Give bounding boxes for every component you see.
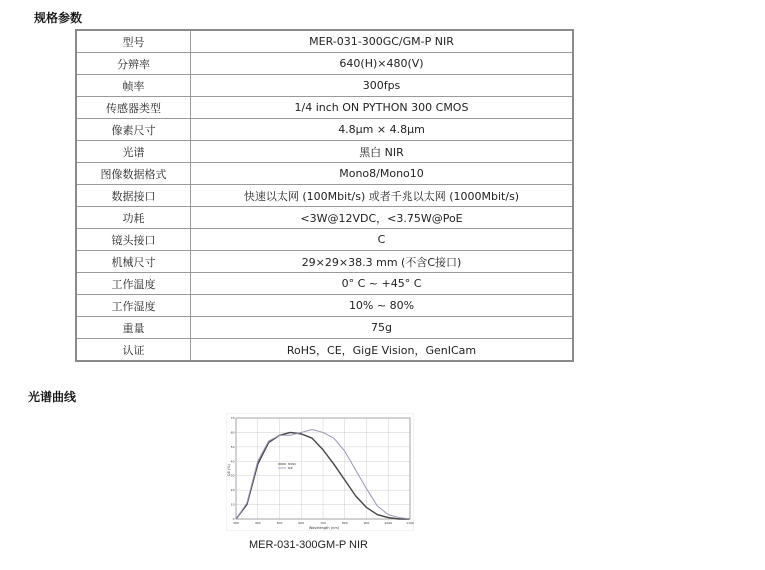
- y-tick-label: 50: [230, 444, 235, 449]
- y-tick-label: 20: [230, 488, 235, 493]
- spec-label: 光谱: [76, 141, 191, 163]
- spec-label: 工作温度: [76, 273, 191, 295]
- spec-row: [76, 273, 573, 295]
- y-tick-label: 0: [232, 517, 235, 521]
- x-tick-label: 500: [276, 521, 283, 525]
- spec-row: [76, 339, 573, 362]
- spec-value: Mono8/Mono10: [191, 163, 574, 185]
- legend-label: MONO: [288, 463, 297, 466]
- spec-value: 4.8μm × 4.8μm: [191, 119, 574, 141]
- spec-label: 像素尺寸: [76, 119, 191, 141]
- spec-label: 功耗: [76, 207, 191, 229]
- spec-row: [76, 251, 573, 273]
- spec-value: 29×29×38.3 mm (不含C接口): [191, 251, 574, 273]
- spectral-curve-chart: [226, 413, 414, 531]
- y-tick-label: 60: [230, 430, 235, 435]
- spec-row: [76, 30, 573, 53]
- spec-row: [76, 295, 573, 317]
- spec-label: 机械尺寸: [76, 251, 191, 273]
- specs-title: 规格参数: [34, 11, 83, 25]
- spec-value: 10% ~ 80%: [191, 295, 574, 317]
- x-tick-label: 1000: [384, 521, 393, 525]
- spec-value: 黑白 NIR: [191, 141, 574, 163]
- spec-label: 工作湿度: [76, 295, 191, 317]
- spec-label: 传感器类型: [76, 97, 191, 119]
- spec-value: 快速以太网 (100Mbit/s) 或者千兆以太网 (1000Mbit/s): [191, 185, 574, 207]
- spec-label: 分辨率: [76, 53, 191, 75]
- spec-value: 1/4 inch ON PYTHON 300 CMOS: [191, 97, 574, 119]
- x-tick-label: 900: [363, 521, 370, 525]
- spec-value: 300fps: [191, 75, 574, 97]
- spec-row: [76, 163, 573, 185]
- x-tick-label: 1100: [406, 521, 414, 525]
- spec-value: <3W@12VDC，<3.75W@PoE: [191, 207, 574, 229]
- x-tick-label: 400: [254, 521, 261, 525]
- spec-row: [76, 317, 573, 339]
- spec-value: MER-031-300GC/GM-P NIR: [191, 30, 574, 53]
- spec-label: 帧率: [76, 75, 191, 97]
- spec-row: [76, 97, 573, 119]
- x-tick-label: 800: [341, 521, 348, 525]
- spec-row: [76, 207, 573, 229]
- spec-row: [76, 141, 573, 163]
- y-tick-label: 30: [230, 473, 235, 478]
- spec-row: [76, 119, 573, 141]
- spec-row: [76, 53, 573, 75]
- chart-caption: MER-031-300GM-P NIR: [249, 539, 368, 551]
- spec-label: 数据接口: [76, 185, 191, 207]
- spec-value: 0° C ~ +45° C: [191, 273, 574, 295]
- x-tick-label: 700: [320, 521, 326, 525]
- y-tick-label: 70: [230, 416, 235, 420]
- spec-value: 640(H)×480(V): [191, 53, 574, 75]
- spec-value: 75g: [191, 317, 574, 339]
- y-tick-label: 40: [230, 459, 235, 464]
- chart-x-axis-label: Wavelength (nm): [308, 526, 340, 530]
- x-tick-label: 300: [233, 521, 239, 525]
- legend-label: NIR: [288, 467, 293, 470]
- spec-label: 认证: [76, 339, 191, 362]
- spec-row: [76, 229, 573, 251]
- y-tick-label: 10: [230, 502, 235, 507]
- spec-value: RoHS，CE，GigE Vision，GenICam: [191, 339, 574, 362]
- spec-label: 图像数据格式: [76, 163, 191, 185]
- spectral-title: 光谱曲线: [28, 390, 77, 404]
- spec-row: [76, 75, 573, 97]
- spec-value: C: [191, 229, 574, 251]
- specs-table: [75, 29, 574, 362]
- spec-label: 镜头接口: [76, 229, 191, 251]
- spec-label: 重量: [76, 317, 191, 339]
- x-tick-label: 600: [298, 521, 305, 525]
- spec-row: [76, 185, 573, 207]
- spec-label: 型号: [76, 30, 191, 53]
- chart-y-axis-label: QE (%): [227, 463, 231, 477]
